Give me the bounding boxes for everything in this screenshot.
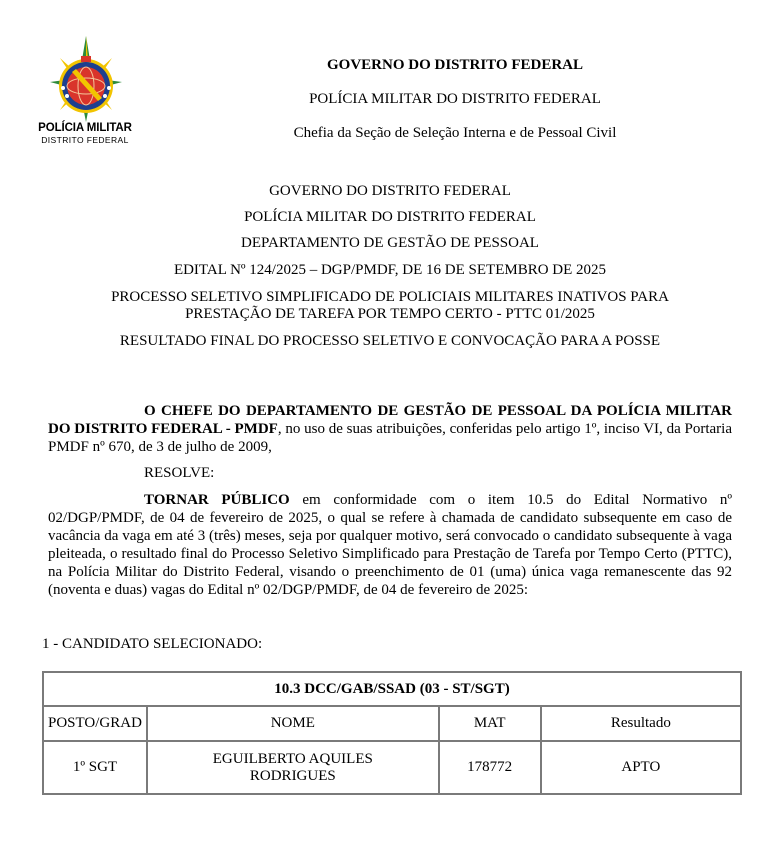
decision-paragraph [48, 491, 732, 599]
preamble-authority: O CHEFE DO DEPARTAMENTO DE GESTÃO DE PESSOAL DA POLÍCIA MILITAR DO DISTRITO FEDERAL - PMDF [48, 403, 732, 437]
cell-nome [147, 741, 439, 794]
preamble-paragraph [48, 402, 732, 456]
column-header-resultado: Resultado [541, 706, 741, 741]
process-title-line1: PROCESSO SELETIVO SIMPLIFICADO DE POLICIAIS MILITARES INATIVOS PARA [111, 289, 669, 305]
preamble-text: , no uso de suas atribuições, conferidas pelo artigo 1º, inciso VI, da Portaria PMDF nº 670, de 3 de julho de 2009, [48, 421, 732, 455]
result-table [42, 671, 742, 795]
table-group-header-row [43, 672, 741, 706]
letterhead-police: POLÍCIA MILITAR DO DISTRITO FEDERAL [309, 91, 601, 107]
logo-subtitle: DISTRITO FEDERAL [41, 135, 129, 145]
column-header-nome: NOME [147, 706, 439, 741]
title-department: DEPARTAMENTO DE GESTÃO DE PESSOAL [241, 235, 539, 251]
cell-nome-line1: EGUILBERTO AQUILES [212, 750, 373, 767]
section-title: 1 - CANDIDATO SELECIONADO: [42, 636, 263, 652]
title-police: POLÍCIA MILITAR DO DISTRITO FEDERAL [244, 209, 536, 225]
letterhead-government: GOVERNO DO DISTRITO FEDERAL [326, 57, 584, 73]
cell-resultado: APTO [541, 741, 741, 794]
table-column-header-row [43, 706, 741, 741]
decision-text: em conformidade com o item 10.5 do Edital Normativo nº 02/DGP/PMDF, de 04 de fevereiro de 2025, o qual se refere à chamada de candidato subsequente em caso de vacância da vaga em até 3 (três) meses, seja por qualquer motivo, será convocado o candidato subsequente à vaga pleiteada, o resultado final do Processo Seletivo Simplificado para Prestação de Tarefa por Tempo Certo (PTTC), na Polícia Militar do Distrito Federal, visando o preenchimento de 01 (uma) única vaga remanescente das 92 (noventa e duas) vagas do Edital nº 02/DGP/PMDF, de 04 de fevereiro de 2025: [48, 492, 732, 598]
title-government: GOVERNO DO DISTRITO FEDERAL [269, 183, 511, 199]
process-title [60, 289, 720, 323]
cell-posto: 1º SGT [43, 741, 147, 794]
edital-number: EDITAL Nº 124/2025 – DGP/PMDF, DE 16 DE SETEMBRO DE 2025 [173, 262, 607, 278]
cell-mat: 178772 [439, 741, 541, 794]
result-title: RESULTADO FINAL DO PROCESSO SELETIVO E CONVOCAÇÃO PARA A POSSE [119, 333, 661, 349]
cell-nome-line2: RODRIGUES [249, 767, 336, 784]
column-header-posto: POSTO/GRAD [43, 706, 147, 741]
table-row [43, 741, 741, 794]
column-header-mat: MAT [439, 706, 541, 741]
letterhead-section: Chefia da Seção de Seleção Interna e de Pessoal Civil [293, 125, 617, 141]
decision-lead: TORNAR PÚBLICO [144, 492, 290, 508]
logo-title: POLÍCIA MILITAR [38, 122, 132, 134]
resolve-label: RESOLVE: [144, 465, 215, 481]
process-title-line2: PRESTAÇÃO DE TAREFA POR TEMPO CERTO - PTTC 01/2025 [185, 306, 595, 322]
table-group-header: 10.3 DCC/GAB/SSAD (03 - ST/SGT) [43, 672, 741, 706]
